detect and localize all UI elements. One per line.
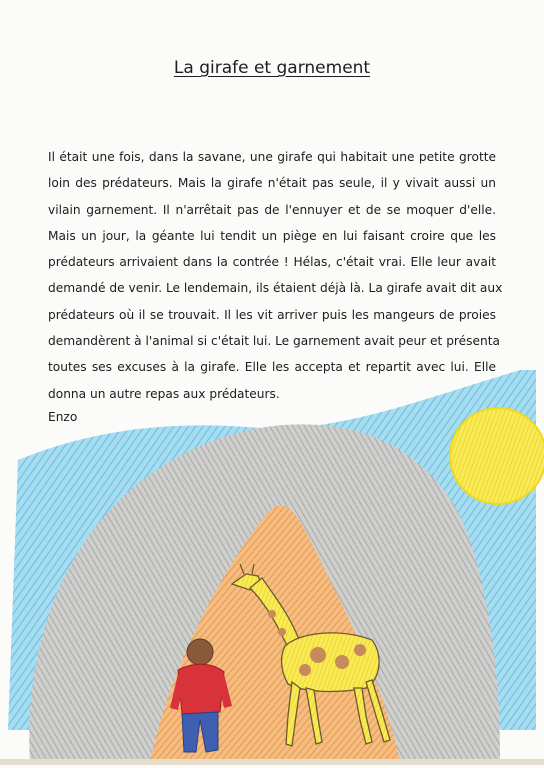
story-text (48, 144, 503, 407)
story-line: demandèrent à l'animal si c'était lui. Le garnement avait peur et présenta (48, 334, 500, 349)
story-line: loin des prédateurs. Mais la girafe n'était pas seule, il y vivait aussi un (48, 176, 496, 191)
sun (450, 408, 544, 504)
story-line: demandé de venir. Le lendemain, ils étaient déjà là. La girafe avait dit aux (48, 281, 503, 296)
story-line: vilain garnement. Il n'arrêtait pas de l'ennuyer et de se moquer d'elle. (48, 202, 496, 217)
story-line: Il était une fois, dans la savane, une girafe qui habitait une petite grotte (48, 150, 496, 164)
author-name: Enzo (48, 410, 78, 424)
story-line: toutes ses excuses à la girafe. Elle les accepta et repartit avec lui. Elle (48, 360, 496, 375)
story-line: prédateurs arrivaient dans la contrée ! Hélas, c'était vrai. Elle leur avait (48, 255, 496, 270)
story-line: prédateurs où il se trouvait. Il les vit arriver puis les mangeurs de proies (48, 307, 496, 322)
story-title: La girafe et garnement (173, 58, 371, 78)
crayon-drawing (0, 370, 544, 768)
story-line: donna un autre repas aux prédateurs. (48, 386, 280, 401)
story-line: Mais un jour, la géante lui tendit un piège en lui faisant croire que les (48, 228, 496, 243)
